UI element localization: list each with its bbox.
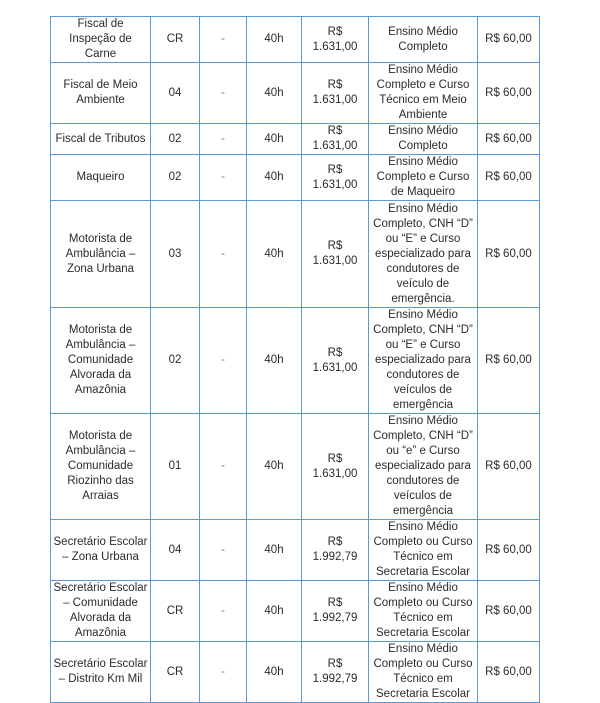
fee-cell: R$ 60,00 xyxy=(478,201,540,308)
table-row xyxy=(51,642,540,703)
job-title-cell: Secretário Escolar – Distrito Km Mil xyxy=(51,642,151,703)
fee-cell: R$ 60,00 xyxy=(478,124,540,155)
requirements-cell: Ensino Médio Completo, CNH “D” ou “e” e Curso especializado para condutores de veículos de emergência xyxy=(369,414,478,520)
table-row xyxy=(51,308,540,414)
workload-cell: 40h xyxy=(247,17,302,63)
fee-cell: R$ 60,00 xyxy=(478,63,540,124)
pcd-vacancies-cell: - xyxy=(200,642,247,703)
pcd-vacancies-cell: - xyxy=(200,17,247,63)
requirements-cell: Ensino Médio Completo, CNH “D” ou “E” e Curso especializado para condutores de veículos de emergência xyxy=(369,308,478,414)
fee-cell: R$ 60,00 xyxy=(478,308,540,414)
salary-cell: R$ 1.631,00 xyxy=(302,308,369,414)
requirements-cell: Ensino Médio Completo xyxy=(369,124,478,155)
pcd-vacancies-cell: - xyxy=(200,308,247,414)
requirements-cell: Ensino Médio Completo e Curso Técnico em Meio Ambiente xyxy=(369,63,478,124)
salary-cell: R$ 1.631,00 xyxy=(302,155,369,201)
workload-cell: 40h xyxy=(247,308,302,414)
fee-cell: R$ 60,00 xyxy=(478,17,540,63)
table-row xyxy=(51,581,540,642)
table-row xyxy=(51,520,540,581)
job-title-cell: Motorista de Ambulância – Comunidade Riozinho das Arraias xyxy=(51,414,151,520)
vacancies-cell: 02 xyxy=(151,308,200,414)
workload-cell: 40h xyxy=(247,581,302,642)
fee-cell: R$ 60,00 xyxy=(478,520,540,581)
job-title-cell: Maqueiro xyxy=(51,155,151,201)
workload-cell: 40h xyxy=(247,414,302,520)
vacancies-cell: 04 xyxy=(151,63,200,124)
requirements-cell: Ensino Médio Completo ou Curso Técnico em Secretaria Escolar xyxy=(369,581,478,642)
workload-cell: 40h xyxy=(247,124,302,155)
salary-cell: R$ 1.992,79 xyxy=(302,581,369,642)
job-title-cell: Fiscal de Meio Ambiente xyxy=(51,63,151,124)
pcd-vacancies-cell: - xyxy=(200,414,247,520)
vacancies-cell: 01 xyxy=(151,414,200,520)
workload-cell: 40h xyxy=(247,201,302,308)
requirements-cell: Ensino Médio Completo ou Curso Técnico em Secretaria Escolar xyxy=(369,520,478,581)
salary-cell: R$ 1.631,00 xyxy=(302,124,369,155)
fee-cell: R$ 60,00 xyxy=(478,581,540,642)
vacancies-cell: CR xyxy=(151,642,200,703)
job-title-cell: Motorista de Ambulância – Zona Urbana xyxy=(51,201,151,308)
job-title-cell: Fiscal de Tributos xyxy=(51,124,151,155)
salary-cell: R$ 1.631,00 xyxy=(302,201,369,308)
salary-cell: R$ 1.631,00 xyxy=(302,63,369,124)
requirements-cell: Ensino Médio Completo ou Curso Técnico em Secretaria Escolar xyxy=(369,642,478,703)
salary-cell: R$ 1.631,00 xyxy=(302,17,369,63)
pcd-vacancies-cell: - xyxy=(200,124,247,155)
table-row xyxy=(51,124,540,155)
workload-cell: 40h xyxy=(247,642,302,703)
pcd-vacancies-cell: - xyxy=(200,201,247,308)
vacancies-cell: 02 xyxy=(151,124,200,155)
requirements-cell: Ensino Médio Completo e Curso de Maqueiro xyxy=(369,155,478,201)
salary-cell: R$ 1.992,79 xyxy=(302,520,369,581)
pcd-vacancies-cell: - xyxy=(200,63,247,124)
salary-cell: R$ 1.992,79 xyxy=(302,642,369,703)
job-title-cell: Motorista de Ambulância – Comunidade Alvorada da Amazônia xyxy=(51,308,151,414)
table-row xyxy=(51,63,540,124)
vacancies-cell: CR xyxy=(151,581,200,642)
vacancies-cell: CR xyxy=(151,17,200,63)
table-row xyxy=(51,414,540,520)
pcd-vacancies-cell: - xyxy=(200,520,247,581)
positions-table xyxy=(50,16,540,703)
workload-cell: 40h xyxy=(247,155,302,201)
job-title-cell: Secretário Escolar – Comunidade Alvorada da Amazônia xyxy=(51,581,151,642)
vacancies-cell: 03 xyxy=(151,201,200,308)
fee-cell: R$ 60,00 xyxy=(478,155,540,201)
table-row xyxy=(51,201,540,308)
fee-cell: R$ 60,00 xyxy=(478,642,540,703)
pcd-vacancies-cell: - xyxy=(200,155,247,201)
vacancies-cell: 02 xyxy=(151,155,200,201)
workload-cell: 40h xyxy=(247,520,302,581)
fee-cell: R$ 60,00 xyxy=(478,414,540,520)
vacancies-cell: 04 xyxy=(151,520,200,581)
job-title-cell: Fiscal de Inspeção de Carne xyxy=(51,17,151,63)
pcd-vacancies-cell: - xyxy=(200,581,247,642)
requirements-cell: Ensino Médio Completo xyxy=(369,17,478,63)
salary-cell: R$ 1.631,00 xyxy=(302,414,369,520)
table-row xyxy=(51,17,540,63)
table-row xyxy=(51,155,540,201)
workload-cell: 40h xyxy=(247,63,302,124)
requirements-cell: Ensino Médio Completo, CNH “D” ou “E” e Curso especializado para condutores de veículo de emergência. xyxy=(369,201,478,308)
job-title-cell: Secretário Escolar – Zona Urbana xyxy=(51,520,151,581)
